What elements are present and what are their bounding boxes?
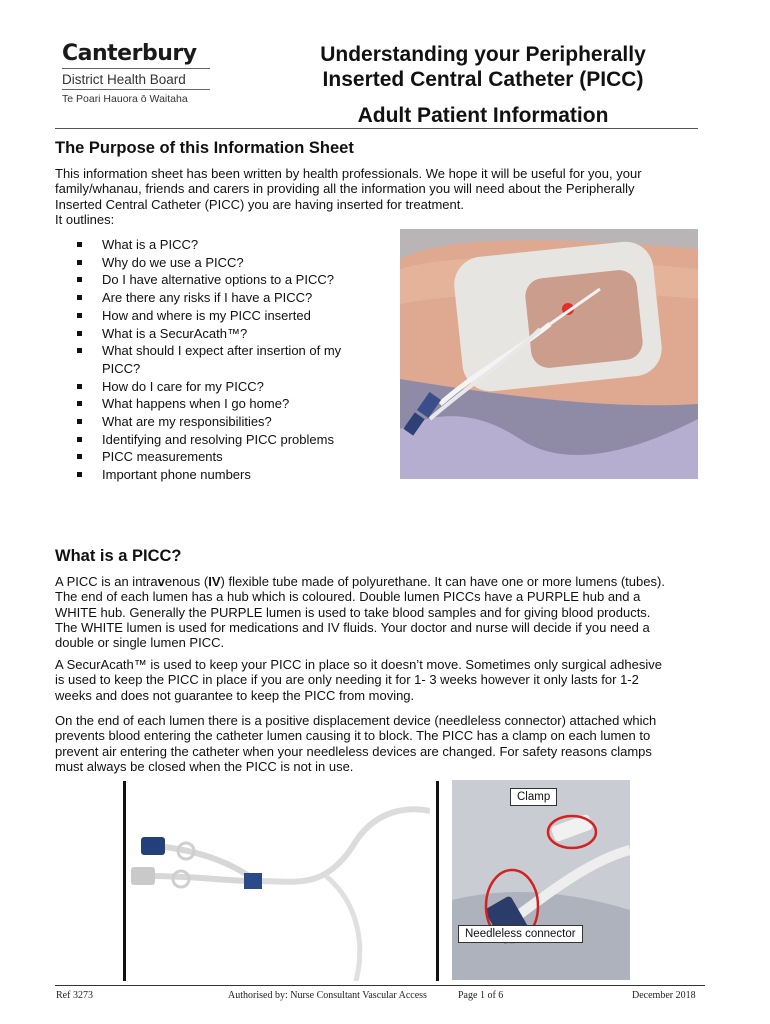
intro-line: family/whanau, friends and carers in providing all the information you will need about the Peripherally — [55, 181, 635, 197]
document-title — [268, 42, 698, 128]
list-item: What happens when I go home? — [55, 395, 385, 413]
para-line: A PICC is an intravenous (IV) flexible tube made of polyurethane. It can have one or more lumens (tubes). — [55, 574, 665, 589]
footer-date: December 2018 — [632, 990, 696, 1001]
para-line: is used to keep the PICC in place if you are only needing it for 1- 3 weeks however it only lasts for 1-2 — [55, 672, 639, 688]
list-item: What should I expect after insertion of my PICC? — [55, 342, 385, 377]
list-item: What is a PICC? — [55, 236, 385, 254]
clamp-connector-illustration — [452, 780, 630, 980]
bullet-icon — [77, 260, 82, 265]
double-lumen-catheter-illustration — [126, 781, 430, 981]
outline-list — [55, 236, 385, 484]
footer-ref: Ref 3273 — [56, 990, 93, 1001]
list-item: Important phone numbers — [55, 466, 385, 484]
list-item: PICC measurements — [55, 448, 385, 466]
needleless-connector-label: Needleless connector — [458, 925, 583, 943]
what-is-para-2 — [55, 657, 705, 703]
document-subtitle: Adult Patient Information — [357, 104, 609, 127]
list-item: What are my responsibilities? — [55, 413, 385, 431]
what-is-para-1 — [55, 574, 705, 650]
logo-maori-name: Te Poari Hauora ō Waitaha — [62, 93, 188, 105]
footer-divider — [55, 985, 705, 986]
purpose-intro — [55, 166, 705, 227]
logo-name: Canterbury — [62, 41, 197, 66]
catheter-photo — [123, 781, 439, 981]
bullet-icon — [77, 419, 82, 424]
bullet-icon — [77, 401, 82, 406]
list-item: What is a SecurAcath™? — [55, 325, 385, 343]
bullet-icon — [77, 384, 82, 389]
picc-arm-illustration — [400, 229, 698, 479]
what-is-para-3 — [55, 713, 705, 774]
list-item: How and where is my PICC inserted — [55, 307, 385, 325]
para-line: On the end of each lumen there is a positive displacement device (needleless connector) attached which — [55, 713, 657, 728]
bullet-icon — [77, 454, 82, 459]
bullet-icon — [77, 437, 82, 442]
para-line: double or single lumen PICC. — [55, 635, 225, 651]
para-line: WHITE hub. Generally the PURPLE lumen is used to take blood samples and for giving blood products. — [55, 604, 651, 620]
para-line: prevents blood entering the catheter lumen causing it to block. The PICC has a clamp on each lumen to — [55, 728, 651, 744]
para-line: The end of each lumen has a hub which is coloured. Double lumen PICCs have a PURPLE hub and a — [55, 589, 641, 605]
bullet-icon — [77, 295, 82, 300]
para-line: prevent air entering the catheter when your needleless devices are changed. For safety reasons clamps — [55, 743, 652, 759]
clamp-connector-photo — [452, 780, 630, 980]
logo-divider-2 — [62, 89, 210, 90]
bullet-icon — [77, 472, 82, 477]
list-item: Why do we use a PICC? — [55, 254, 385, 272]
footer-authorised: Authorised by: Nurse Consultant Vascular Access — [228, 990, 427, 1001]
what-is-picc-heading: What is a PICC? — [55, 547, 182, 565]
title-line-1: Understanding your Peripherally — [320, 43, 646, 66]
intro-line: Inserted Central Catheter (PICC) you are having inserted for treatment. — [55, 196, 464, 212]
bullet-icon — [77, 331, 82, 336]
intro-line: It outlines: — [55, 211, 115, 227]
purpose-heading: The Purpose of this Information Sheet — [55, 139, 354, 157]
intro-line: This information sheet has been written by health professionals. We hope it will be useful for you, your — [55, 166, 642, 181]
list-item: How do I care for my PICC? — [55, 378, 385, 396]
footer-page-number: Page 1 of 6 — [458, 990, 504, 1001]
bullet-icon — [77, 313, 82, 318]
para-line: weeks and does not guarantee to keep the PICC from moving. — [55, 687, 415, 703]
bullet-icon — [77, 242, 82, 247]
header-divider — [55, 128, 698, 129]
picc-arm-photo — [400, 229, 698, 479]
list-item: Identifying and resolving PICC problems — [55, 431, 385, 449]
para-line: The WHITE lumen is used for medications and IV fluids. Your doctor and nurse will decide if you need a — [55, 619, 650, 635]
logo-divider — [62, 68, 210, 69]
bullet-icon — [77, 277, 82, 282]
bullet-icon — [77, 348, 82, 353]
para-line: A SecurAcath™ is used to keep your PICC in place so it doesn’t move. Sometimes only surgical adhesive — [55, 657, 662, 672]
para-line: must always be closed when the PICC is not in use. — [55, 758, 354, 774]
logo-subtitle: District Health Board — [62, 72, 186, 87]
clamp-label: Clamp — [510, 788, 557, 806]
title-line-2: Inserted Central Catheter (PICC) — [322, 68, 644, 91]
list-item: Do I have alternative options to a PICC? — [55, 271, 385, 289]
cdhb-logo — [62, 42, 222, 106]
list-item: Are there any risks if I have a PICC? — [55, 289, 385, 307]
